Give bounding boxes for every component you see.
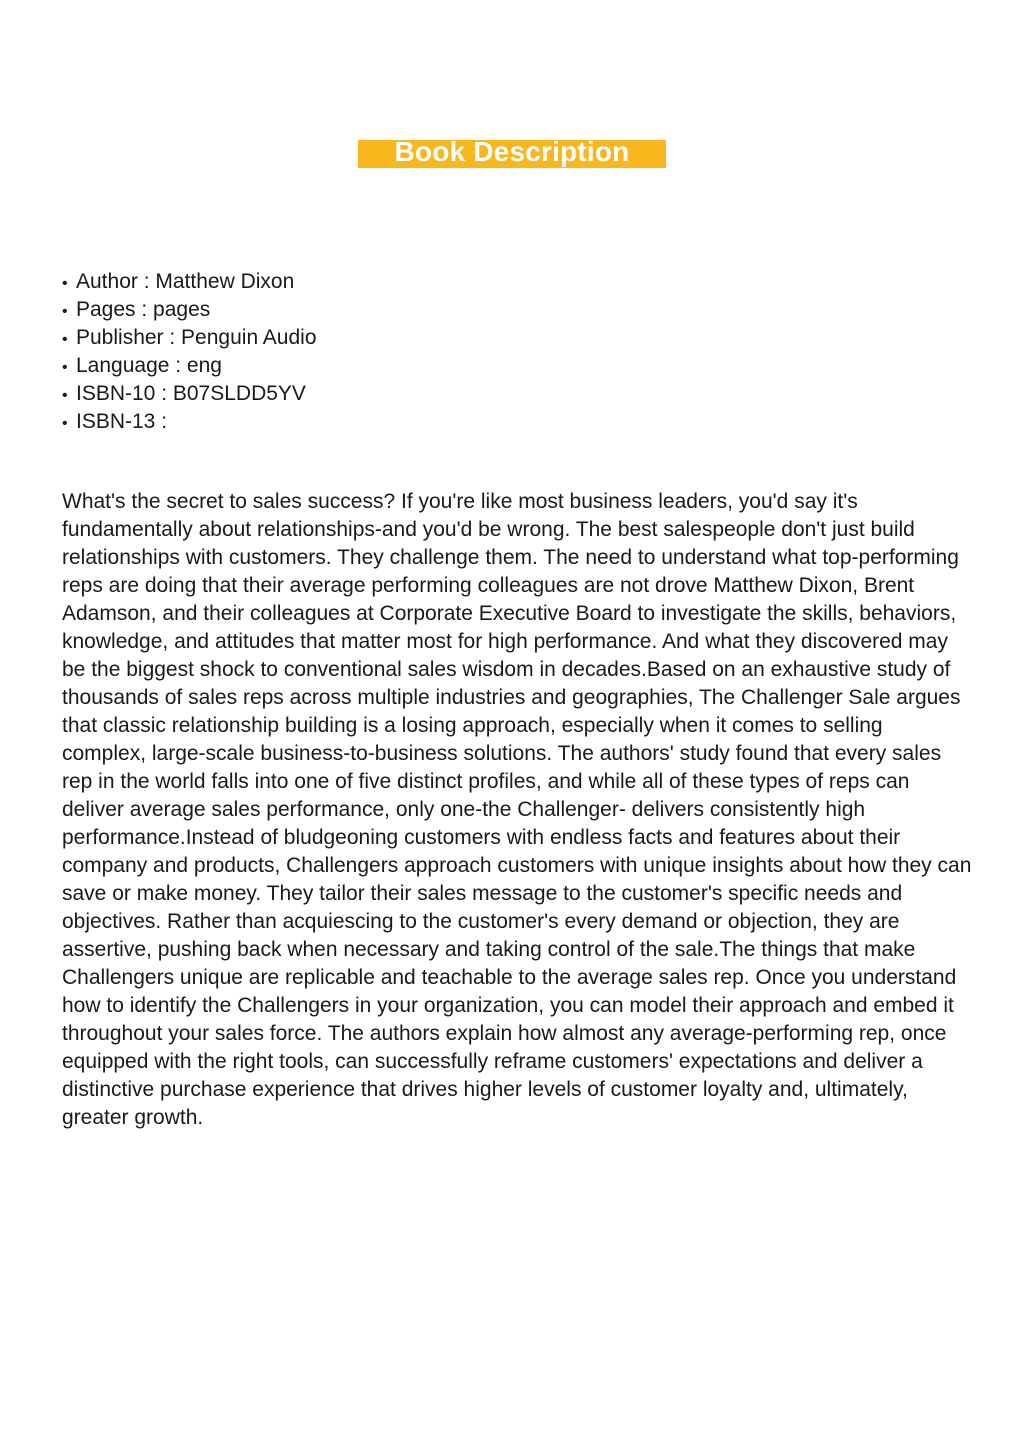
book-description: What's the secret to sales success? If you're like most business leaders, you'd say it's fundamentally about relationships-and you'd be wrong. The best salespeople don't just build relationships with customers. They challenge them. The need to understand what top-performing reps are doing that their average performing colleagues are not drove Matthew Dixon, Brent Adamson, and their colleagues at Corporate Executive Board to investigate the skills, behaviors, knowledge, and attitudes that matter most for high performance. And what they discovered may be the biggest shock to conventional sales wisdom in decades.Based on an exhaustive study of thousands of sales reps across multiple industries and geographies, The Challenger Sale argues that classic relationship building is a losing approach, especially when it comes to selling complex, large-scale business-to-business solutions. The authors' study found that every sales rep in the world falls into one of five distinct profiles, and while all of these types of reps can deliver average sales performance, only one-the Challenger- delivers consistently high performance.Instead of bludgeoning customers with endless facts and features about their company and products, Challengers approach customers with unique insights about how they can save or make money. They tailor their sales message to the customer's specific needs and objectives. Rather than acquiescing to the customer's every demand or objection, they are assertive, pushing back when necessary and taking control of the sale.The things that make Challengers unique are replicable and teachable to the average sales rep. Once you understand how to identify the Challengers in your organization, you can model their approach and embed it throughout your sales force. The authors explain how almost any average-performing rep, once equipped with the right tools, can successfully reframe customers' expectations and deliver a distinctive purchase experience that drives higher levels of customer loyalty and, ultimately, greater growth. xyxy=(62,490,972,1129)
bullet-icon: • xyxy=(62,331,68,348)
metadata-author xyxy=(62,268,317,296)
page-title: Book Description xyxy=(394,140,630,167)
bullet-icon: • xyxy=(62,275,68,292)
book-metadata-list xyxy=(62,268,317,436)
metadata-pages xyxy=(62,296,317,324)
metadata-isbn10-text: ISBN-10 : B07SLDD5YV xyxy=(76,382,306,405)
metadata-publisher-text: Publisher : Penguin Audio xyxy=(76,326,317,349)
metadata-isbn10 xyxy=(62,380,317,408)
metadata-isbn13 xyxy=(62,408,317,436)
title-banner xyxy=(358,140,666,168)
bullet-icon: • xyxy=(62,387,68,404)
bullet-icon: • xyxy=(62,359,68,376)
bullet-icon: • xyxy=(62,303,68,320)
metadata-pages-text: Pages : pages xyxy=(76,298,211,321)
metadata-publisher xyxy=(62,324,317,352)
metadata-isbn13-text: ISBN-13 : xyxy=(76,410,168,433)
bullet-icon: • xyxy=(62,415,68,432)
metadata-author-text: Author : Matthew Dixon xyxy=(76,270,295,293)
metadata-language xyxy=(62,352,317,380)
metadata-language-text: Language : eng xyxy=(76,354,222,377)
